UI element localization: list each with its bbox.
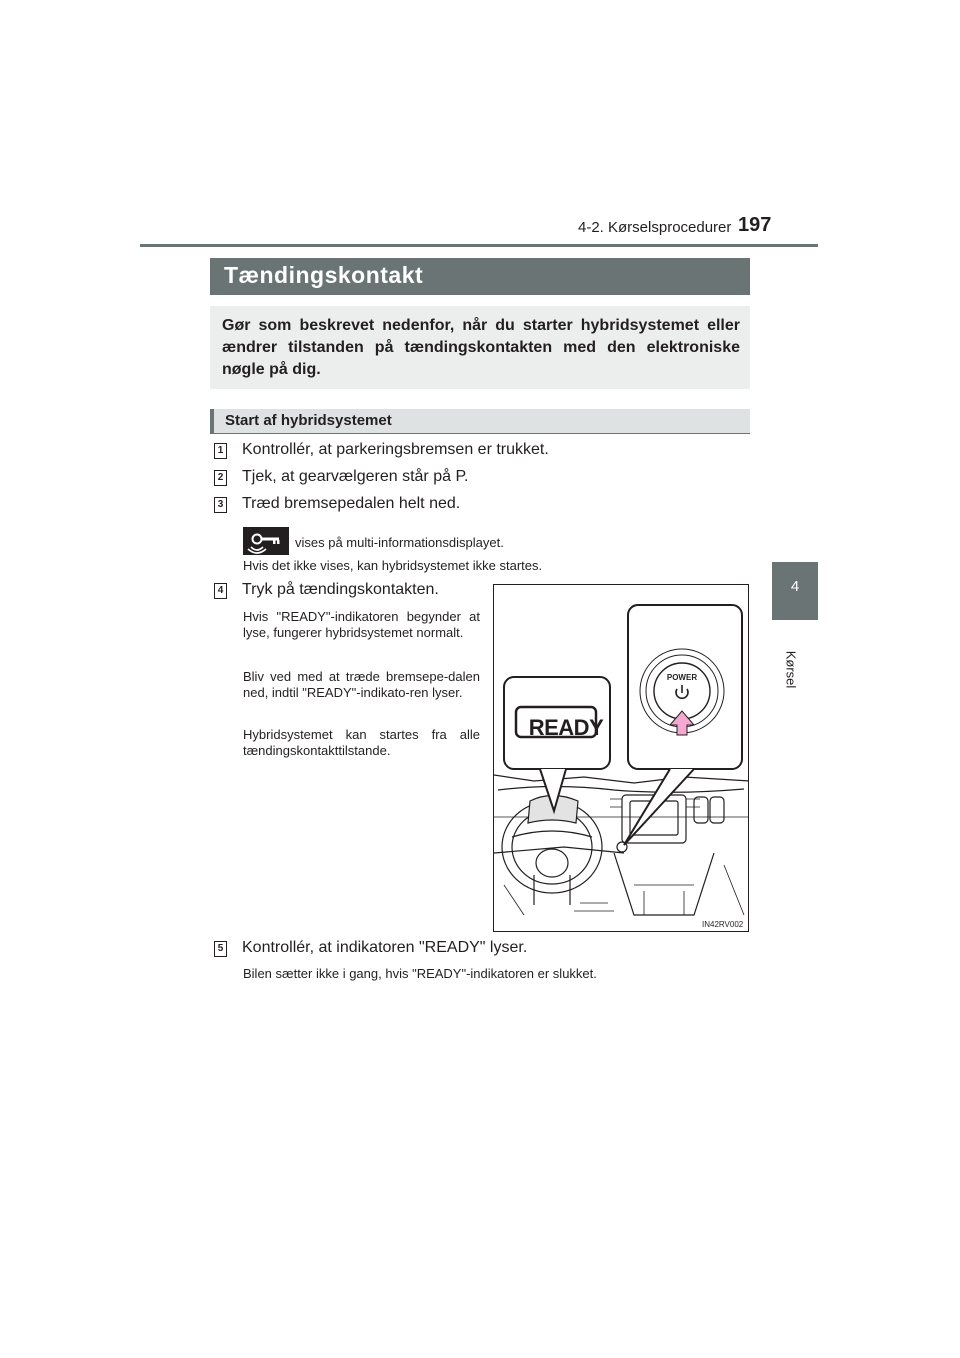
step-number-4: 4 [214, 583, 227, 599]
intro-box [210, 306, 750, 389]
power-label: POWER [666, 673, 698, 682]
step-text-2: Tjek, at gearvælgeren står på P. [242, 468, 469, 485]
step-number-1: 1 [214, 443, 227, 459]
section-label: 4-2. Kørselsprocedurer [578, 219, 732, 236]
step-4-note-1: Hvis "READY"-indikatoren begynder at lyse, fungerer hybridsystemet normalt. [243, 609, 480, 640]
key-indicator-icon [243, 527, 289, 555]
step-text-4: Tryk på tændingskontakten. [242, 581, 439, 598]
page-title: Tændingskontakt [224, 262, 424, 288]
step-4-note-2: Bliv ved med at træde bremsepe-dalen ned, indtil "READY"-indikato-ren lyser. [243, 669, 480, 700]
page-title-bar [210, 258, 750, 295]
step-3-icon-note: vises på multi-informationsdisplayet. [295, 535, 504, 550]
illustration-code: IN42RV002 [702, 920, 744, 929]
step-text-3: Træd bremsepedalen helt ned. [242, 495, 461, 512]
chapter-number: 4 [790, 578, 800, 595]
step-3-note: Hvis det ikke vises, kan hybridsystemet ikke startes. [243, 558, 543, 573]
chapter-name: Kørsel [783, 650, 799, 689]
header-rule [140, 244, 818, 247]
dashboard-illustration [493, 584, 749, 932]
chapter-tab [772, 562, 818, 620]
intro-text: Gør som beskrevet nedenfor, når du starter hybridsystemet eller ændrer tilstanden på tændingskontakten med den elektroniske nøgle på dig. [222, 317, 740, 378]
subsection-heading [210, 409, 750, 434]
page-number: 197 [738, 214, 772, 236]
step-4-note-3: Hybridsystemet kan startes fra alle tændingskontakttilstande. [243, 727, 480, 758]
step-5-note: Bilen sætter ikke i gang, hvis "READY"-indikatoren er slukket. [243, 966, 597, 981]
step-number-3: 3 [214, 497, 227, 513]
chapter-label [774, 640, 814, 700]
subsection-title: Start af hybridsystemet [225, 412, 392, 429]
ready-label: READY [528, 715, 604, 740]
step-number-2: 2 [214, 470, 227, 486]
step-number-5: 5 [214, 941, 227, 957]
step-text-1: Kontrollér, at parkeringsbremsen er trukket. [242, 441, 549, 458]
step-text-5: Kontrollér, at indikatoren "READY" lyser. [242, 939, 528, 956]
